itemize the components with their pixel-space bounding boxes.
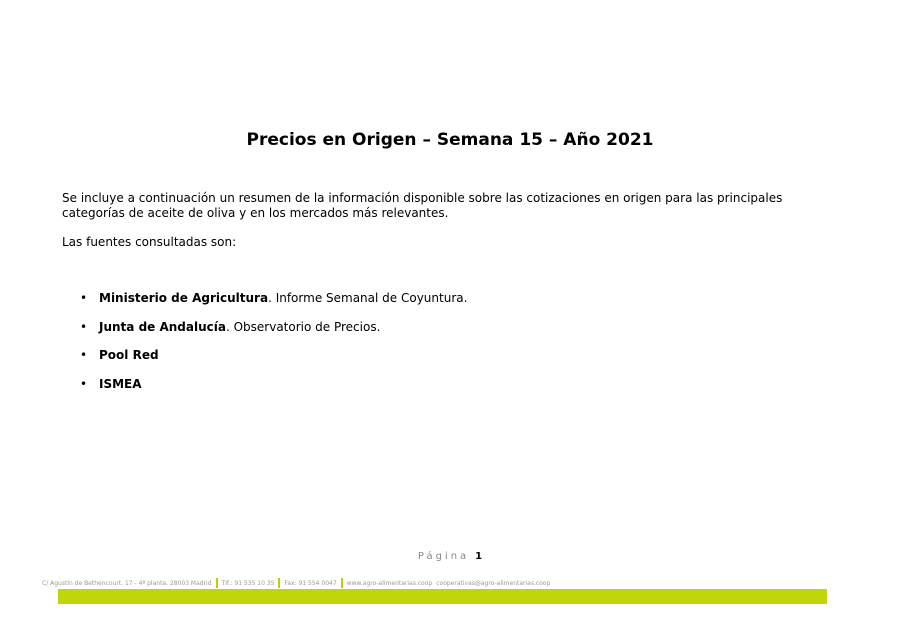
- intro-paragraph: Se incluye a continuación un resumen de la información disponible sobre las cotizaciones en origen para las principales categorías de aceite de oliva y en los mercados más relevantes.: [62, 191, 783, 220]
- source-name: Pool Red: [99, 348, 159, 362]
- page-number: [0, 551, 900, 562]
- footer-address: C/ Agustín de Bethencourt, 17 - 4ª planta, 28003 Madrid: [42, 579, 212, 587]
- list-item: [80, 348, 467, 377]
- bullet-icon: •: [80, 319, 88, 334]
- sources-list: [80, 291, 467, 405]
- list-item: [80, 291, 467, 320]
- page-label: Página: [417, 551, 470, 562]
- footer-separator: [216, 578, 218, 588]
- footer-contact: [42, 578, 550, 588]
- footer-separator: [341, 578, 343, 588]
- footer-accent-bar: [58, 589, 827, 604]
- source-detail: . Informe Semanal de Coyuntura.: [268, 291, 468, 305]
- page-number-value: 1: [475, 551, 483, 562]
- footer-web[interactable]: www.agro-alimentarias.coop: [346, 579, 433, 587]
- footer-separator: [278, 578, 280, 588]
- bullet-icon: •: [80, 291, 88, 305]
- source-name: ISMEA: [99, 376, 142, 391]
- source-name: Ministerio de Agricultura: [99, 291, 269, 305]
- source-detail: . Observatorio de Precios.: [225, 319, 381, 334]
- footer-email[interactable]: cooperativas@agro-alimentarias.coop: [436, 579, 551, 587]
- list-item: [80, 320, 467, 349]
- source-name: Junta de Andalucía: [99, 319, 226, 334]
- footer-fax: Fax: 91 554 0047: [284, 579, 337, 587]
- bullet-icon: •: [80, 376, 88, 391]
- sources-label: Las fuentes consultadas son:: [62, 235, 237, 249]
- footer-phone: Tlf.: 91 535 10 35: [221, 579, 275, 587]
- page-title: Precios en Origen – Semana 15 – Año 2021: [246, 130, 654, 150]
- bullet-icon: •: [80, 348, 88, 362]
- list-item: [80, 377, 467, 406]
